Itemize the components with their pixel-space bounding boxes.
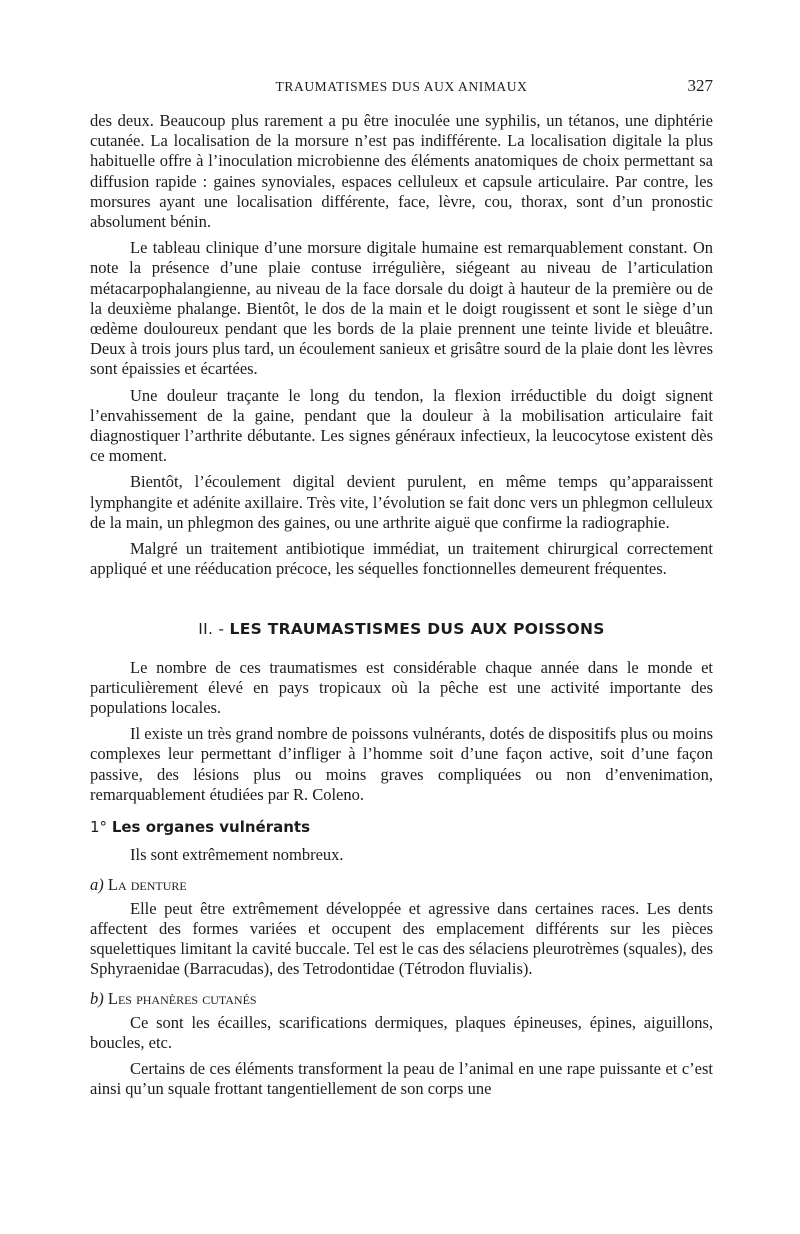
paragraph: Malgré un traitement antibiotique immédiat, un traitement chirurgical correctement appliqué et une rééducation précoce, les séquelles fonctionnelles demeurent fréquentes. — [90, 539, 713, 579]
page-number: 327 — [687, 76, 713, 95]
paragraph: des deux. Beaucoup plus rarement a pu être inoculée une syphilis, un tétanos, une diphtérie cutanée. La localisation de la morsure n’est pas indifférente. La localisation digitale la plus habituelle offre à l’inoculation microbienne des éléments anatomiques de choix permettant sa diffusion rapide : gaines synoviales, espaces celluleux et capsule articulaire. Par contre, les morsures ayant une localisation différente, face, lèvre, cou, thorax, sont d’un pronostic absolument bénin. — [90, 111, 713, 232]
paragraph: Il existe un très grand nombre de poissons vulnérants, dotés de dispositifs plus ou moins complexes leur permettant d’infliger à l’homme soit d’une façon active, soit d’une façon passive, des lésions plus ou moins graves compliquées ou non d’envenimation, remarquablement étudiées par R. Coleno. — [90, 724, 713, 804]
paragraph: Ils sont extrêmement nombreux. — [130, 845, 344, 865]
paragraph: Le tableau clinique d’une morsure digitale humaine est remarquablement constant. On note la présence d’une plaie contuse irrégulière, siégeant au niveau de l’articulation métacarpophalangienne, au niveau de la face dorsale du doigt à hauteur de la première ou de la deuxième phalange. Bientôt, le dos de la main et le doigt rougissent et sont le siège d’un œdème douloureux pendant que les bords de la plaie prennent une teinte livide et bleuâtre. Deux à trois jours plus tard, un écoulement sanieux et grisâtre sourd de la plaie dont les lèvres sont épaissies et écartées. — [90, 238, 713, 379]
subsubsection-label: a) — [90, 874, 104, 894]
subsubsection-label: b) — [90, 988, 104, 1008]
section-heading — [90, 619, 713, 639]
section-number: II. - — [198, 620, 225, 639]
running-header — [90, 76, 713, 100]
subsubsection-heading — [90, 989, 713, 1009]
subsection-heading — [90, 817, 713, 837]
subsubsection-heading — [90, 875, 713, 895]
subsubsection-title: Les phanères cutanés — [107, 988, 257, 1008]
subsubsection-title: La denture — [107, 874, 187, 894]
paragraph: Bientôt, l’écoulement digital devient purulent, en même temps qu’apparaissent lymphangite et adénite axillaire. Très vite, l’évolution se fait donc vers un phlegmon celluleux de la main, un phlegmon des gaines, ou une arthrite aiguë que confirme la radiographie. — [90, 472, 713, 532]
paragraph: Une douleur traçante le long du tendon, la flexion irréductible du doigt signent l’envahissement de la gaine, pendant que la douleur à la mobilisation articulaire fait diagnostiquer l’arthrite débutante. Les signes généraux infectieux, la leucocytose existent dès ce moment. — [90, 385, 713, 466]
subsection-number: 1° — [90, 818, 108, 837]
body-text — [90, 111, 713, 1100]
paragraph: Elle peut être extrêmement développée et agressive dans certaines races. Les dents affectent des formes variées et occupent des emplacement différents sur les pièces squelettiques limitant la cavité buccale. Tel est le cas des sélaciens pleurotrèmes (squales), des Sphyraenidae (Barracudas), des Tetrodontidae (Tétrodon fluvialis). — [90, 898, 713, 979]
paragraph: Le nombre de ces traumatismes est considérable chaque année dans le monde et particulièrement élevé en pays tropicaux où la pêche est une activité importante des populations locales. — [90, 657, 713, 718]
subsection-title: Les organes vulnérants — [111, 818, 311, 837]
paragraph: Ce sont les écailles, scarifications dermiques, plaques épineuses, épines, aiguillons, boucles, etc. — [90, 1012, 713, 1052]
running-title: TRAUMATISMES DUS AUX ANIMAUX — [275, 79, 528, 94]
paragraph: Certains de ces éléments transforment la peau de l’animal en une rape puissante et c’est ainsi qu’un squale frottant tangentiellement de son corps une — [90, 1059, 713, 1099]
section-title: LES TRAUMASTISMES DUS AUX POISSONS — [229, 620, 605, 639]
